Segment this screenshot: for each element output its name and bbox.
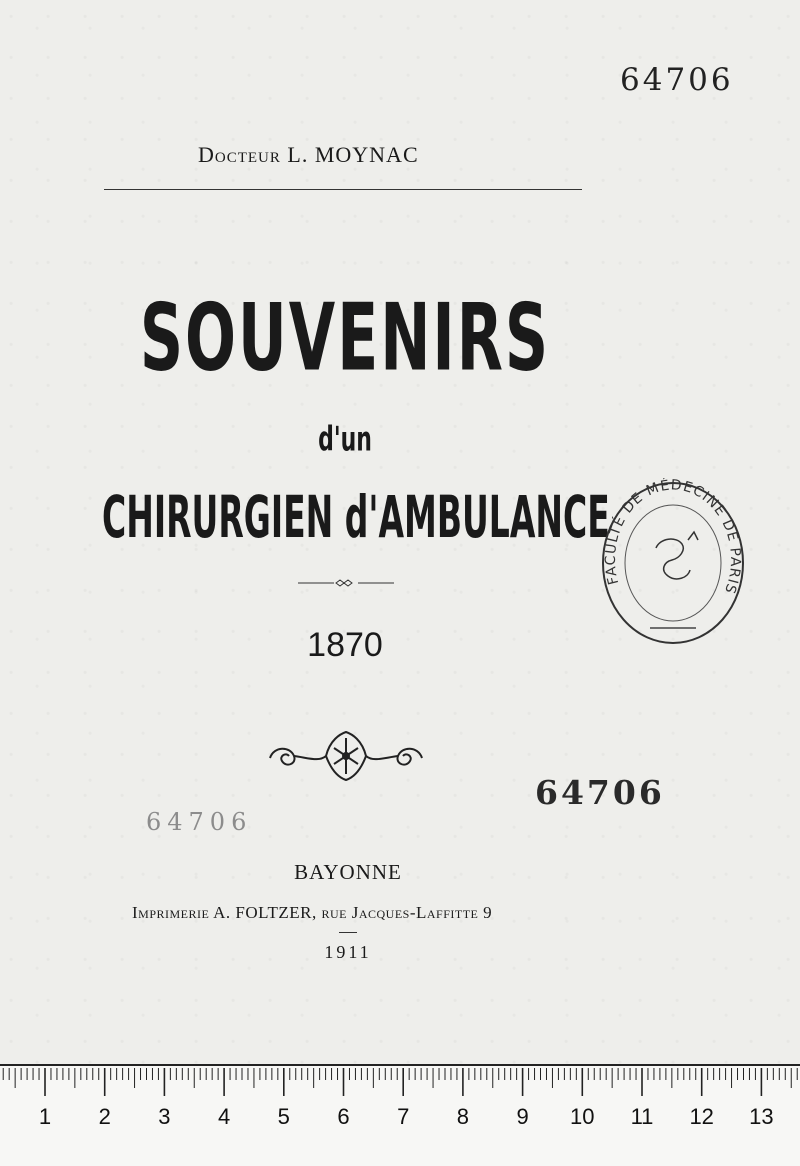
ruler-label: 8	[456, 1104, 470, 1129]
book-title-main: SOUVENIRS	[139, 284, 551, 393]
imprint-rule	[339, 932, 357, 933]
ruler-label: 11	[630, 1104, 654, 1129]
ruler-label: 9	[516, 1104, 529, 1129]
ruler-label: 3	[158, 1104, 171, 1129]
author-rule	[104, 189, 582, 190]
ruler-label: 13	[749, 1104, 774, 1129]
ruler-label: 1	[38, 1104, 52, 1129]
ruler-label: 5	[277, 1104, 290, 1129]
inventory-number-top: 64706	[620, 62, 734, 98]
book-title-connector: d'un	[318, 420, 372, 460]
ruler-label: 12	[689, 1104, 714, 1129]
measurement-ruler	[0, 1064, 800, 1166]
printer-imprint: Imprimerie A. FOLTZER, rue Jacques-Laffitte 9	[132, 903, 493, 922]
ruler-label: 4	[217, 1104, 231, 1129]
divider-ornament-small	[298, 578, 394, 588]
subject-year: 1870	[307, 626, 383, 664]
author-name: Docteur L. MOYNAC	[198, 142, 419, 167]
ruler-label: 6	[337, 1104, 350, 1129]
ruler-ticks	[0, 1066, 800, 1106]
library-stamp-icon	[598, 478, 748, 648]
inventory-number-faint: 64706	[146, 808, 253, 836]
publication-city: BAYONNE	[294, 860, 402, 884]
ruler-label: 10	[570, 1104, 595, 1129]
stamp-text: FACULTÉ DE MÉDECINE DE PARIS	[602, 478, 744, 597]
ornament-flourish-icon	[264, 728, 428, 782]
ruler-label: 7	[397, 1104, 410, 1129]
book-title-second: CHIRURGIEN d'AMBULANCE	[102, 482, 610, 551]
inventory-number-stamp: 64706	[535, 773, 665, 812]
ruler-label: 2	[98, 1104, 111, 1129]
publication-year: 1911	[324, 942, 372, 962]
